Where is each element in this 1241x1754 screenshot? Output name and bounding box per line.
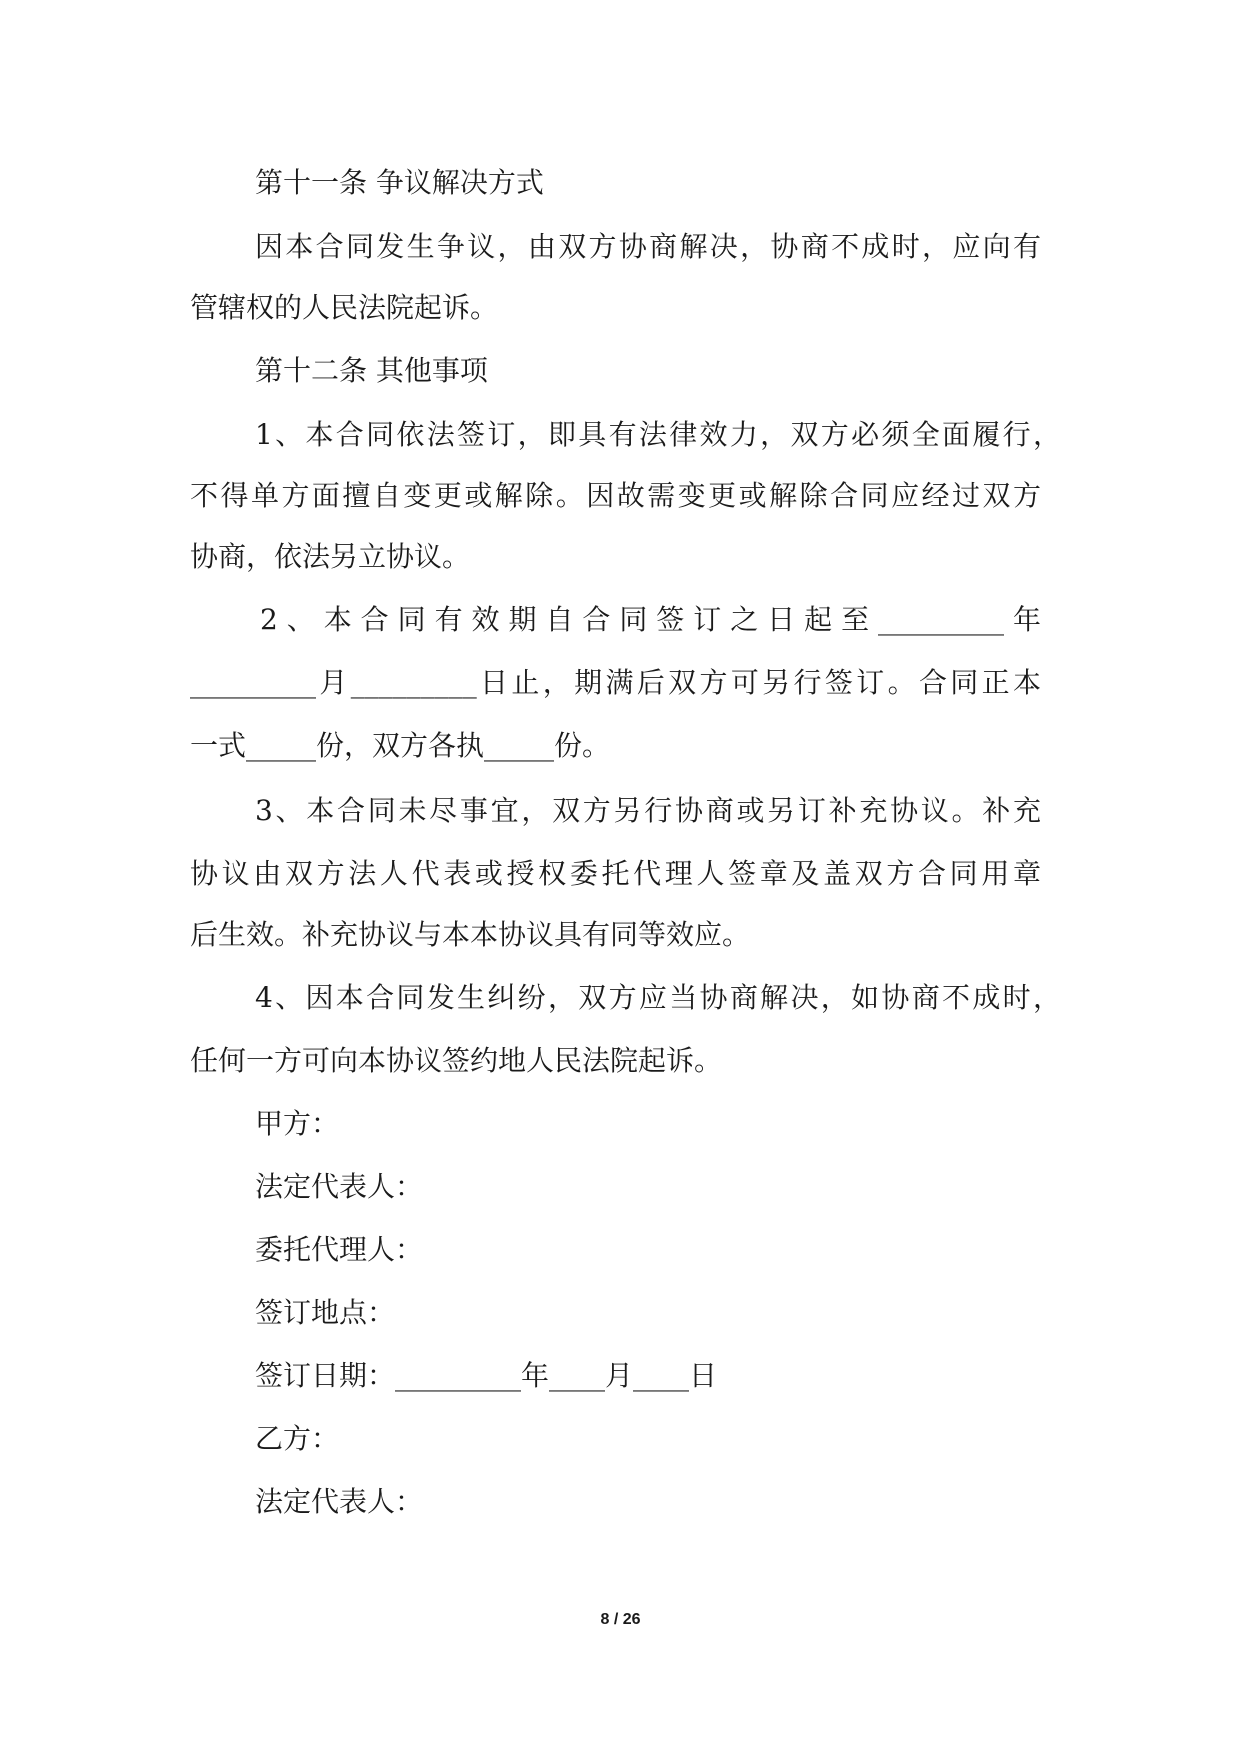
article-11-heading: 第十一条 争议解决方式 bbox=[255, 166, 544, 199]
party-a-authorized-agent-label: 委托代理人： bbox=[255, 1233, 424, 1266]
signing-date-label: 签订日期：_________年____月____日 bbox=[255, 1359, 718, 1392]
clause-1-line-3: 协商，依法另立协议。 bbox=[190, 540, 471, 573]
article-12-heading: 第十二条 其他事项 bbox=[255, 354, 488, 387]
clause-2-line-2: _________月_________日止，期满后双方可另行签订。合同正本 bbox=[190, 666, 1041, 699]
clause-4-line-2: 任何一方可向本协议签约地人民法院起诉。 bbox=[190, 1044, 723, 1077]
clause-2-line-1: 2、本合同有效期自合同签订之日起至_________年 bbox=[260, 603, 1041, 636]
party-b-legal-representative-label: 法定代表人： bbox=[255, 1485, 424, 1518]
page-number: 8 / 26 bbox=[600, 1611, 641, 1628]
party-b-label: 乙方： bbox=[255, 1422, 340, 1455]
party-a-label: 甲方： bbox=[255, 1107, 340, 1140]
clause-3-line-1: 3、本合同未尽事宜，双方另行协商或另订补充协议。补充 bbox=[255, 794, 1041, 827]
clause-2-line-3: 一式_____份，双方各执_____份。 bbox=[190, 729, 611, 762]
signing-place-label: 签订地点： bbox=[255, 1296, 396, 1329]
article-11-text-line-1: 因本合同发生争议，由双方协商解决，协商不成时，应向有 bbox=[255, 230, 1041, 263]
clause-4-line-1: 4、因本合同发生纠纷，双方应当协商解决，如协商不成时， bbox=[255, 981, 1061, 1014]
clause-3-line-3: 后生效。补充协议与本本协议具有同等效应。 bbox=[190, 918, 751, 951]
article-11-text-line-2: 管辖权的人民法院起诉。 bbox=[190, 291, 499, 324]
party-a-legal-representative-label: 法定代表人： bbox=[255, 1170, 424, 1203]
clause-1-line-1: 1、本合同依法签订，即具有法律效力，双方必须全面履行， bbox=[255, 418, 1061, 451]
clause-1-line-2: 不得单方面擅自变更或解除。因故需变更或解除合同应经过双方 bbox=[190, 479, 1041, 512]
clause-3-line-2: 协议由双方法人代表或授权委托代理人签章及盖双方合同用章 bbox=[190, 857, 1041, 890]
